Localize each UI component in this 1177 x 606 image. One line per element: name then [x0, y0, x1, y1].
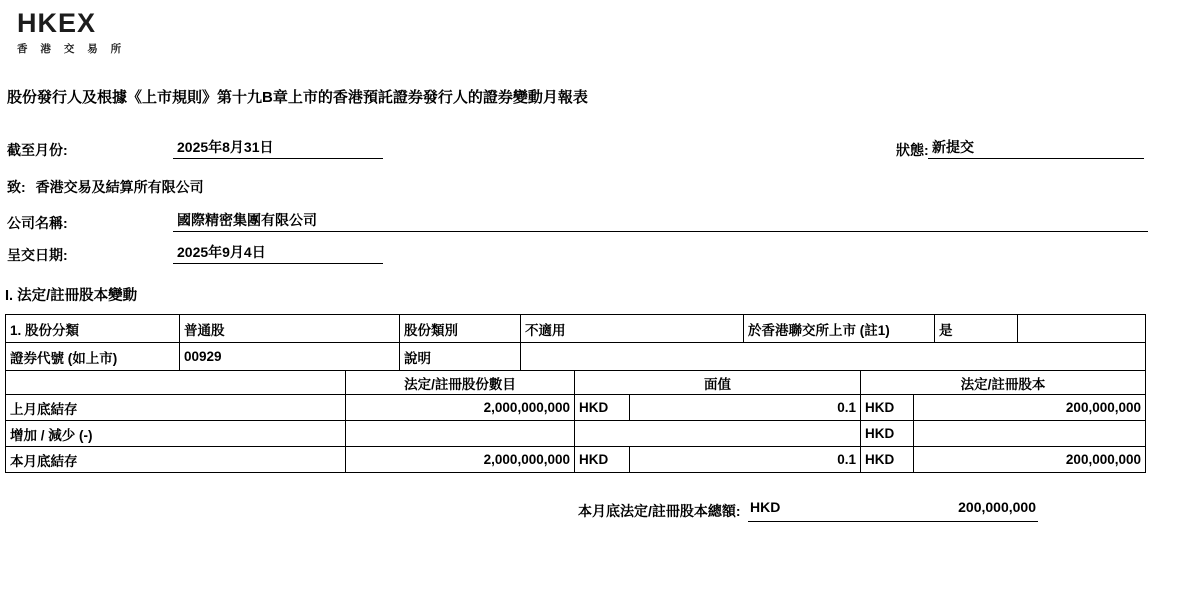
header-authorised-capital: 法定/註冊股本 [860, 371, 1145, 394]
section-1-heading: I. 法定/註冊股本變動 [5, 288, 138, 304]
last-month-capital-currency: HKD [860, 395, 913, 420]
row1-empty-cell [1017, 315, 1145, 342]
header-empty-cell [6, 371, 345, 394]
increase-decrease-par-value [574, 421, 860, 446]
total-capital-field [748, 499, 1038, 522]
month-end-label: 截至月份: [7, 142, 68, 158]
table-row-increase-decrease [6, 420, 1145, 446]
stock-code-value: 00929 [179, 343, 399, 370]
listed-on-hkex-label: 於香港聯交所上市 (註1) [743, 315, 934, 342]
increase-decrease-capital [913, 421, 1145, 446]
share-type-label: 股份類別 [399, 315, 520, 342]
increase-decrease-capital-currency: HKD [860, 421, 913, 446]
last-month-par-currency: HKD [574, 395, 629, 420]
hkex-logo [17, 10, 126, 56]
total-capital-label: 本月底法定/註冊股本總額: [578, 503, 741, 519]
submission-date-value: 2025年9月4日 [173, 242, 383, 264]
hkex-logo-text: HKEX [17, 8, 97, 38]
table-header-row [6, 370, 1145, 394]
status-value: 新提交 [928, 137, 1144, 159]
table-row-this-month-balance [6, 446, 1145, 472]
company-name-value: 國際精密集團有限公司 [173, 210, 1148, 232]
addressee-row [7, 177, 204, 197]
description-label: 說明 [399, 343, 520, 370]
this-month-par-value: 0.1 [629, 447, 860, 472]
last-month-shares: 2,000,000,000 [345, 395, 574, 420]
this-month-balance-label: 本月底結存 [10, 453, 78, 469]
listed-on-hkex-value: 是 [934, 315, 1017, 342]
status-label: 狀態: [896, 142, 929, 158]
stock-code-label: 證券代號 (如上市) [10, 350, 118, 366]
company-name-label: 公司名稱: [7, 215, 68, 231]
submission-date-label: 呈交日期: [7, 247, 68, 263]
total-capital-value: 200,000,000 [958, 499, 1036, 515]
class-of-shares-value: 普通股 [179, 315, 399, 342]
increase-decrease-label: 增加 / 減少 (-) [10, 427, 93, 443]
last-month-capital: 200,000,000 [913, 395, 1145, 420]
description-value [520, 343, 1145, 370]
this-month-shares: 2,000,000,000 [345, 447, 574, 472]
page-title: 股份發行人及根據《上市規則》第十九B章上市的香港預託證券發行人的證券變動月報表 [7, 89, 588, 106]
this-month-capital-currency: HKD [860, 447, 913, 472]
last-month-par-value: 0.1 [629, 395, 860, 420]
last-month-balance-label: 上月底結存 [10, 401, 78, 417]
table-row-stock-code [6, 342, 1145, 370]
this-month-capital: 200,000,000 [913, 447, 1145, 472]
header-number-of-shares: 法定/註冊股份數目 [345, 371, 574, 394]
share-capital-table [5, 314, 1146, 473]
increase-decrease-shares [345, 421, 574, 446]
class-of-shares-label: 1. 股份分類 [10, 322, 80, 338]
share-type-value: 不適用 [520, 315, 743, 342]
total-capital-currency: HKD [750, 499, 781, 515]
hkex-logo-chinese: 香 港 交 易 所 [17, 43, 127, 55]
header-par-value: 面值 [574, 371, 860, 394]
table-row-class-of-shares [6, 315, 1145, 342]
this-month-par-currency: HKD [574, 447, 629, 472]
month-end-value: 2025年8月31日 [173, 137, 383, 159]
to-label: 致: [7, 179, 26, 195]
table-row-last-month-balance [6, 394, 1145, 420]
to-value: 香港交易及結算所有限公司 [35, 179, 204, 195]
